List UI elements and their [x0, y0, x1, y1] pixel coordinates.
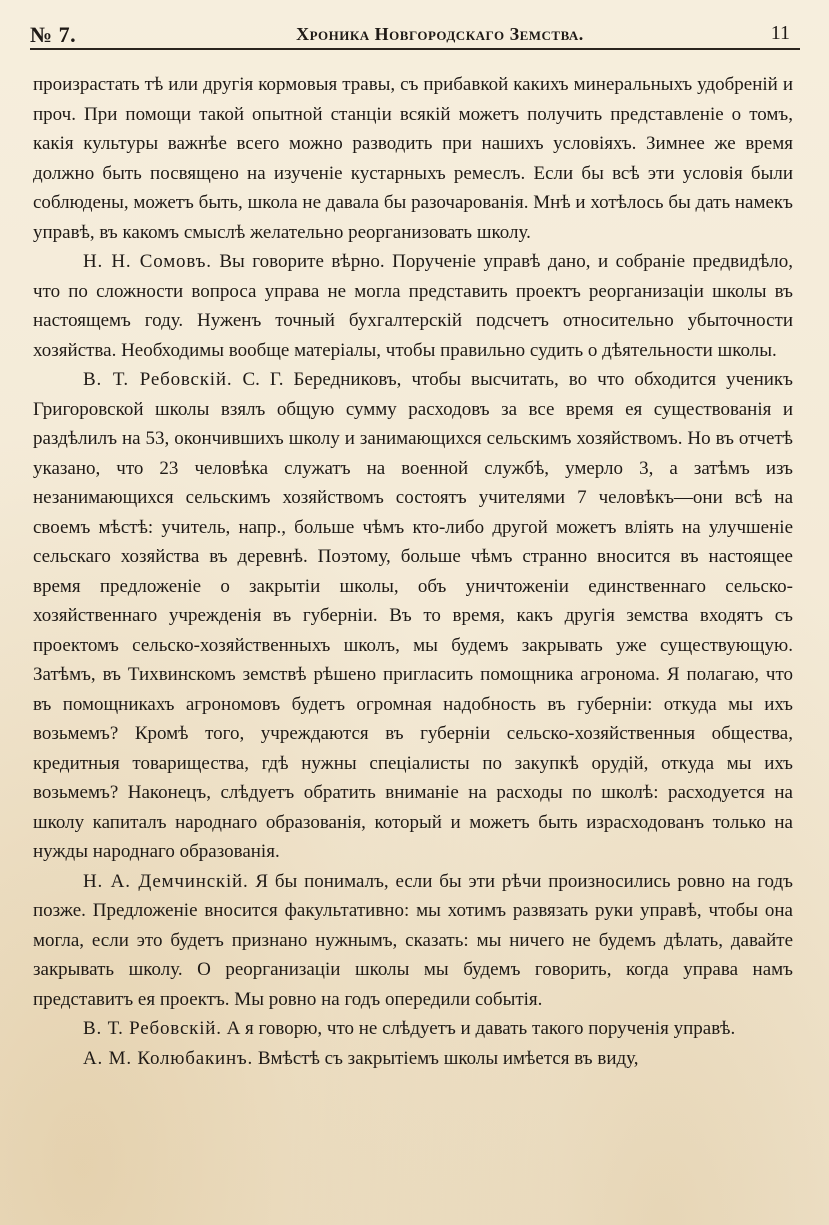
paragraph [33, 867, 793, 1015]
paragraph-text: произрастать тѣ или другія кормовыя травы, съ прибавкой какихъ минеральныхъ удобреній и проч. При помощи такой опытной станціи всякій можетъ получить представленіе о томъ, какія культуры важнѣе всего можно разводить при нашихъ условіяхъ. Зимнее же время должно быть посвящено на изученіе кустарныхъ ремеслъ. Если бы всѣ эти условія были соблюдены, можетъ быть, школа не давала бы разочарованія. Мнѣ и хотѣлось бы дать намекъ управѣ, въ какомъ смыслѣ желательно реорганизовать школу. [33, 74, 793, 243]
page-number: 11 [770, 22, 790, 44]
speaker-name: Н. Н. Сомовъ. [83, 251, 212, 272]
journal-title: Хроника Новгородскаго Земства. [296, 24, 584, 44]
speaker-name: А. М. Колюбакинъ. [83, 1047, 254, 1069]
paragraph [33, 365, 793, 867]
speaker-name: Н. А. Демчинскій. [83, 870, 249, 892]
header-rule [30, 48, 800, 50]
paragraph [33, 70, 793, 247]
body-text [33, 70, 793, 1073]
paragraph [33, 247, 793, 365]
paragraph [33, 1014, 793, 1044]
paragraph-text: Я бы понималъ, если бы эти рѣчи произносились ровно на годъ позже. Предложеніе вносится факультативно: мы хотимъ развязать руки управѣ, чтобы она могла, если это будетъ признано нужнымъ, сказать: мы ничего не будемъ дѣлать, давайте закрывать школу. О реорганизаціи школы мы будемъ говорить, когда управа намъ представитъ ея проектъ. Мы ровно на годъ опередили событія. [33, 870, 793, 1010]
issue-number: № 7. [30, 22, 77, 47]
running-header [30, 20, 800, 50]
paragraph-text: Вы говорите вѣрно. Порученіе управѣ дано, и собраніе предвидѣло, что по сложности вопроса управа не могла представить проектъ реорганизаціи школы въ настоящемъ году. Нуженъ точный бухгалтерскій подсчетъ относительно убыточности хозяйства. Необходимы вообще матеріалы, чтобы правильно судить о дѣятельности школы. [33, 251, 793, 361]
paragraph-text: Вмѣстѣ съ закрытіемъ школы имѣется въ виду, [257, 1047, 639, 1069]
speaker-name: В. Т. Ребовскій. [83, 369, 233, 390]
paragraph-text: С. Г. Бередниковъ, чтобы высчитать, во что обходится ученикъ Григоровской школы взялъ общую сумму расходовъ за все время ея существованія и раздѣлилъ на 53, окончившихъ школу и занимающихся сельскимъ хозяйствомъ. Но въ отчетѣ указано, что 23 человѣка служатъ на военной службѣ, умерло 3, а затѣмъ изъ незанимающихся сельскимъ хозяйствомъ состоятъ учителями 7 человѣкъ—они всѣ на своемъ мѣстѣ: учитель, напр., больше чѣмъ кто-либо другой можетъ вліять на улучшеніе сельскаго хозяйства въ деревнѣ. Поэтому, больше чѣмъ странно вносится въ настоящее время предложеніе о закрытіи школы, объ уничтоженіи единственнаго сельско-хозяйственнаго учрежденія въ губерніи. Въ то время, какъ другія земства входятъ съ проектомъ сельско-хозяйственныхъ школъ, мы будемъ закрывать уже существующую. Затѣмъ, въ Тихвинскомъ земствѣ рѣшено пригласить помощника агронома. Я полагаю, что въ помощникахъ агрономовъ будетъ огромная надобность въ губерніи: откуда мы ихъ возьмемъ? Кромѣ того, учреждаются въ губерніи сельско-хозяйственныя общества, кредитныя товарищества, гдѣ нужны спеціалисты по закупкѣ орудій, откуда мы ихъ возьмемъ? Наконецъ, слѣдуетъ обратить вниманіе на расходы по школѣ: расходуется на школу капиталъ народнаго образованія, который и можетъ быть израсходованъ только на нужды народнаго образованія. [33, 369, 793, 862]
paragraph [33, 1044, 793, 1074]
speaker-name: В. Т. Ребовскій. [83, 1018, 222, 1039]
paragraph-text: А я говорю, что не слѣдуетъ и давать такого порученія управѣ. [226, 1018, 736, 1039]
